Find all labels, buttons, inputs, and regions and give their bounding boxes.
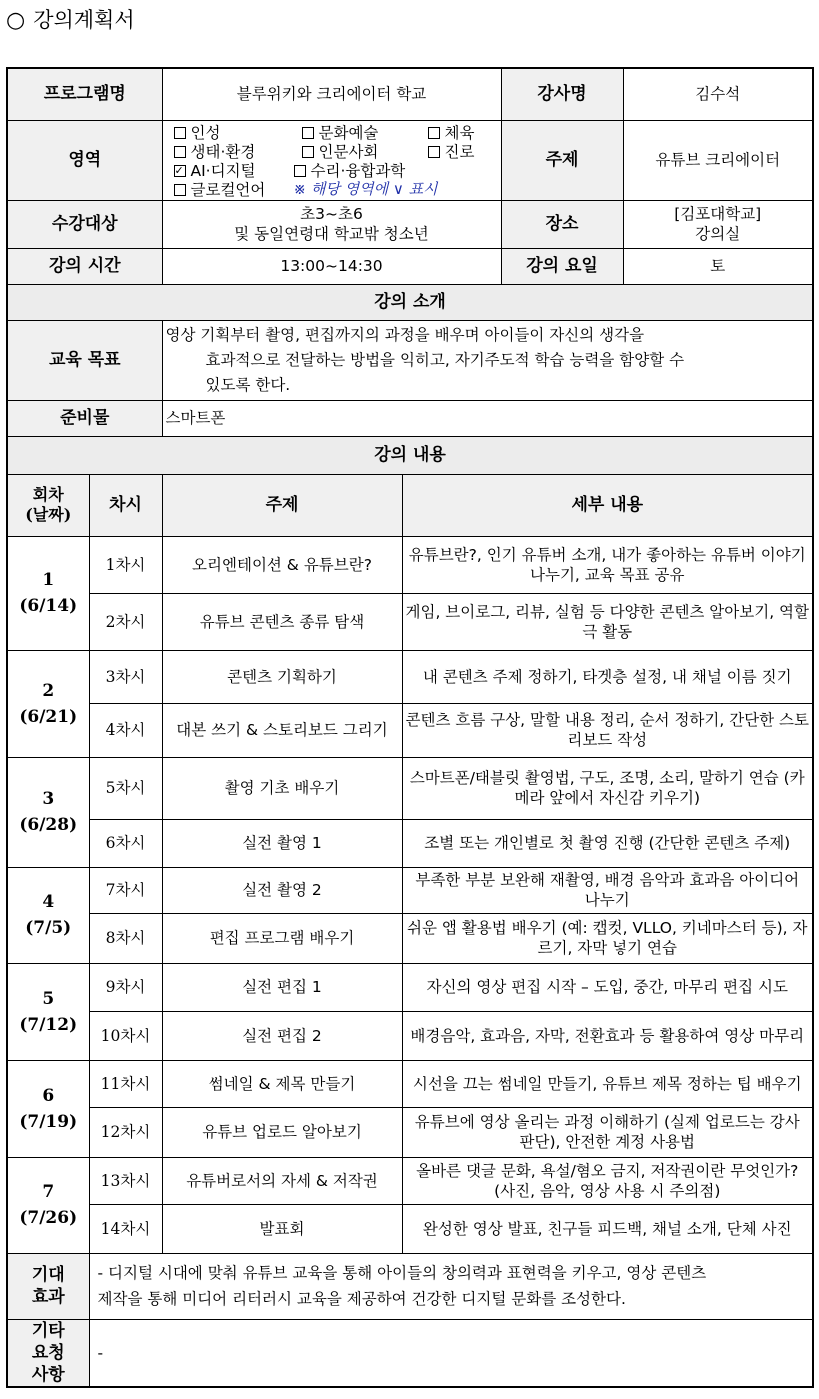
session-number: 6 (42, 1085, 55, 1106)
goal-label: 교육 목표 (7, 320, 162, 400)
topic-cell: 콘텐츠 기획하기 (162, 650, 402, 703)
detail-cell: 자신의 영상 편집 시작 – 도입, 중간, 마무리 편집 시도 (402, 963, 813, 1011)
goal-value (162, 320, 813, 400)
program-value: 블루위키와 크리에이터 학교 (162, 68, 501, 120)
area-option-label: 수리·융합과학 (310, 162, 406, 180)
checkbox-icon[interactable] (174, 184, 186, 196)
area-label: 영역 (7, 120, 162, 200)
col-topic-header: 주제 (162, 474, 402, 536)
lecture-plan-table (6, 67, 814, 1388)
period-cell: 4차시 (89, 703, 162, 757)
session-date: (6/14) (19, 596, 78, 616)
session-number: 5 (42, 988, 55, 1009)
content-section-header: 강의 내용 (7, 436, 813, 474)
area-option[interactable] (302, 124, 379, 143)
effect-line-2: 제작을 통해 미디어 리터러시 교육을 제공하여 건강한 디지털 문화를 조성한다. (97, 1290, 626, 1308)
table-row (7, 593, 813, 650)
detail-cell: 게임, 브이로그, 리뷰, 실험 등 다양한 콘텐츠 알아보기, 역할극 활동 (402, 593, 813, 650)
period-cell: 9차시 (89, 963, 162, 1011)
effect-line-1: - 디지털 시대에 맞춰 유튜브 교육을 통해 아이들의 창의력과 표현력을 키우고, 영상 콘텐츠 (97, 1264, 707, 1282)
detail-cell: 배경음악, 효과음, 자막, 전환효과 등 활용하여 영상 마무리 (402, 1011, 813, 1060)
detail-cell: 시선을 끄는 썸네일 만들기, 유튜브 제목 정하는 팁 배우기 (402, 1060, 813, 1107)
period-cell: 11차시 (89, 1060, 162, 1107)
instructor-value: 김수석 (623, 68, 813, 120)
checked-box-icon[interactable] (174, 165, 186, 177)
instructor-label: 강사명 (501, 68, 623, 120)
table-row (7, 650, 813, 703)
table-row (7, 1011, 813, 1060)
area-option-label: 글로컬언어 (190, 181, 266, 199)
area-checklist (162, 120, 501, 200)
topic-cell: 오리엔테이션 & 유튜브란? (162, 536, 402, 593)
checkbox-icon[interactable] (174, 146, 186, 158)
period-cell: 5차시 (89, 757, 162, 819)
topic-cell: 실전 촬영 1 (162, 819, 402, 867)
session-cell (7, 867, 89, 963)
area-note: ※ 해당 영역에 ∨ 표시 (293, 180, 438, 198)
goal-line-3: 있도록 한다. (205, 375, 291, 394)
venue-label: 장소 (501, 200, 623, 248)
topic-value: 유튜브 크리에이터 (623, 120, 813, 200)
period-cell: 6차시 (89, 819, 162, 867)
venue-line-1: [김포대학교] (674, 205, 762, 223)
other-requests-value: - (89, 1319, 813, 1387)
detail-cell: 완성한 영상 발표, 친구들 피드백, 채널 소개, 단체 사진 (402, 1204, 813, 1253)
circle-icon: ○ (6, 8, 26, 33)
detail-cell: 유튜브에 영상 올리는 과정 이해하기 (실제 업로드는 강사 판단), 안전한 계정 사용법 (402, 1107, 813, 1157)
area-option[interactable] (428, 143, 475, 162)
table-row (7, 963, 813, 1011)
intro-section-header: 강의 소개 (7, 284, 813, 320)
session-cell (7, 1157, 89, 1253)
target-line-1: 초3~초6 (300, 205, 363, 223)
topic-cell: 실전 편집 2 (162, 1011, 402, 1060)
topic-cell: 촬영 기초 배우기 (162, 757, 402, 819)
session-date: (7/5) (25, 918, 72, 938)
period-cell: 8차시 (89, 913, 162, 963)
table-row (7, 1060, 813, 1107)
area-option-label: 문화예술 (318, 124, 379, 142)
session-cell (7, 650, 89, 757)
period-cell: 13차시 (89, 1157, 162, 1204)
session-date: (7/19) (19, 1111, 78, 1132)
table-row (7, 1204, 813, 1253)
target-label: 수강대상 (7, 200, 162, 248)
goal-line-1: 영상 기획부터 촬영, 편집까지의 과정을 배우며 아이들이 자신의 생각을 (165, 325, 645, 344)
topic-cell: 편집 프로그램 배우기 (162, 913, 402, 963)
session-date: (7/26) (19, 1208, 78, 1228)
area-option[interactable] (174, 143, 256, 162)
checkbox-icon[interactable] (428, 127, 440, 139)
detail-cell: 부족한 부분 보완해 재촬영, 배경 음악과 효과음 아이디어 나누기 (402, 867, 813, 913)
detail-cell: 조별 또는 개인별로 첫 촬영 진행 (간단한 콘텐츠 주제) (402, 819, 813, 867)
area-option-label: AI·디지털 (190, 162, 256, 180)
col-detail-header: 세부 내용 (402, 474, 813, 536)
other-requests-label: 기타 요청 사항 (7, 1319, 89, 1387)
session-cell (7, 536, 89, 650)
topic-cell: 유튜브 업로드 알아보기 (162, 1107, 402, 1157)
detail-cell: 내 콘텐츠 주제 정하기, 타겟층 설정, 내 채널 이름 짓기 (402, 650, 813, 703)
session-number: 4 (42, 892, 55, 912)
table-row (7, 1157, 813, 1204)
venue-line-2: 강의실 (695, 225, 741, 243)
effect-label: 기대 효과 (7, 1253, 89, 1319)
topic-cell: 실전 촬영 2 (162, 867, 402, 913)
area-option-label: 인문사회 (318, 143, 379, 161)
table-row (7, 913, 813, 963)
session-date: (7/12) (19, 1014, 78, 1035)
checkbox-icon[interactable] (294, 165, 306, 177)
detail-cell: 쉬운 앱 활용법 배우기 (예: 캡컷, VLLO, 키네마스터 등), 자르기, 자막 넣기 연습 (402, 913, 813, 963)
detail-cell: 올바른 댓글 문화, 욕설/혐오 금지, 저작권이란 무엇인가? (사진, 음악, 영상 사용 시 주의점) (402, 1157, 813, 1204)
table-row (7, 1107, 813, 1157)
topic-cell: 실전 편집 1 (162, 963, 402, 1011)
venue-value (623, 200, 813, 248)
topic-cell: 대본 쓰기 & 스토리보드 그리기 (162, 703, 402, 757)
area-option[interactable] (302, 143, 379, 162)
period-cell: 10차시 (89, 1011, 162, 1060)
period-cell: 2차시 (89, 593, 162, 650)
detail-cell: 유튜브란?, 인기 유튜버 소개, 내가 좋아하는 유튜버 이야기 나누기, 교육 목표 공유 (402, 536, 813, 593)
time-label: 강의 시간 (7, 248, 162, 284)
target-line-2: 및 동일연령대 학교밖 청소년 (234, 225, 429, 243)
day-label: 강의 요일 (501, 248, 623, 284)
table-row (7, 819, 813, 867)
time-value: 13:00~14:30 (162, 248, 501, 284)
table-row (7, 703, 813, 757)
session-number: 2 (42, 680, 55, 701)
topic-label: 주제 (501, 120, 623, 200)
day-value: 토 (623, 248, 813, 284)
session-date: (6/21) (19, 706, 78, 727)
topic-cell: 발표회 (162, 1204, 402, 1253)
topic-cell: 유튜브 콘텐츠 종류 탐색 (162, 593, 402, 650)
session-date: (6/28) (19, 815, 78, 835)
period-cell: 14차시 (89, 1204, 162, 1253)
detail-cell: 스마트폰/태블릿 촬영법, 구도, 조명, 소리, 말하기 연습 (카메라 앞에서 자신감 키우기) (402, 757, 813, 819)
checkbox-icon[interactable] (428, 146, 440, 158)
page-title (6, 6, 135, 35)
topic-cell: 썸네일 & 제목 만들기 (162, 1060, 402, 1107)
area-option[interactable] (174, 181, 266, 200)
area-option[interactable] (294, 162, 406, 181)
page-title-text: 강의계획서 (33, 8, 135, 32)
materials-label: 준비물 (7, 400, 162, 436)
table-row (7, 536, 813, 593)
session-number: 7 (42, 1182, 55, 1202)
period-cell: 7차시 (89, 867, 162, 913)
area-option-label: 진로 (444, 143, 475, 161)
table-row (7, 757, 813, 819)
period-cell: 12차시 (89, 1107, 162, 1157)
col-session-header: 회차 (날짜) (7, 474, 89, 536)
area-option[interactable] (174, 124, 221, 143)
materials-value: 스마트폰 (162, 400, 813, 436)
area-option[interactable] (428, 124, 475, 143)
session-cell (7, 963, 89, 1060)
period-cell: 3차시 (89, 650, 162, 703)
period-cell: 1차시 (89, 536, 162, 593)
session-number: 3 (42, 789, 55, 809)
goal-line-2: 효과적으로 전달하는 방법을 익히고, 자기주도적 학습 능력을 함양할 수 (205, 350, 685, 369)
topic-cell: 유튜버로서의 자세 & 저작권 (162, 1157, 402, 1204)
area-option-label: 체육 (444, 124, 475, 142)
col-period-header: 차시 (89, 474, 162, 536)
area-option[interactable] (174, 162, 256, 181)
checkbox-icon[interactable] (302, 127, 314, 139)
session-number: 1 (42, 570, 55, 590)
effect-value (89, 1253, 813, 1319)
program-label: 프로그램명 (7, 68, 162, 120)
area-option-label: 생태·환경 (190, 143, 256, 161)
detail-cell: 콘텐츠 흐름 구상, 말할 내용 정리, 순서 정하기, 간단한 스토리보드 작성 (402, 703, 813, 757)
session-cell (7, 1060, 89, 1157)
checkbox-icon[interactable] (302, 146, 314, 158)
checkbox-icon[interactable] (174, 127, 186, 139)
target-value (162, 200, 501, 248)
area-option-label: 인성 (190, 124, 221, 142)
table-row (7, 867, 813, 913)
session-cell (7, 757, 89, 867)
